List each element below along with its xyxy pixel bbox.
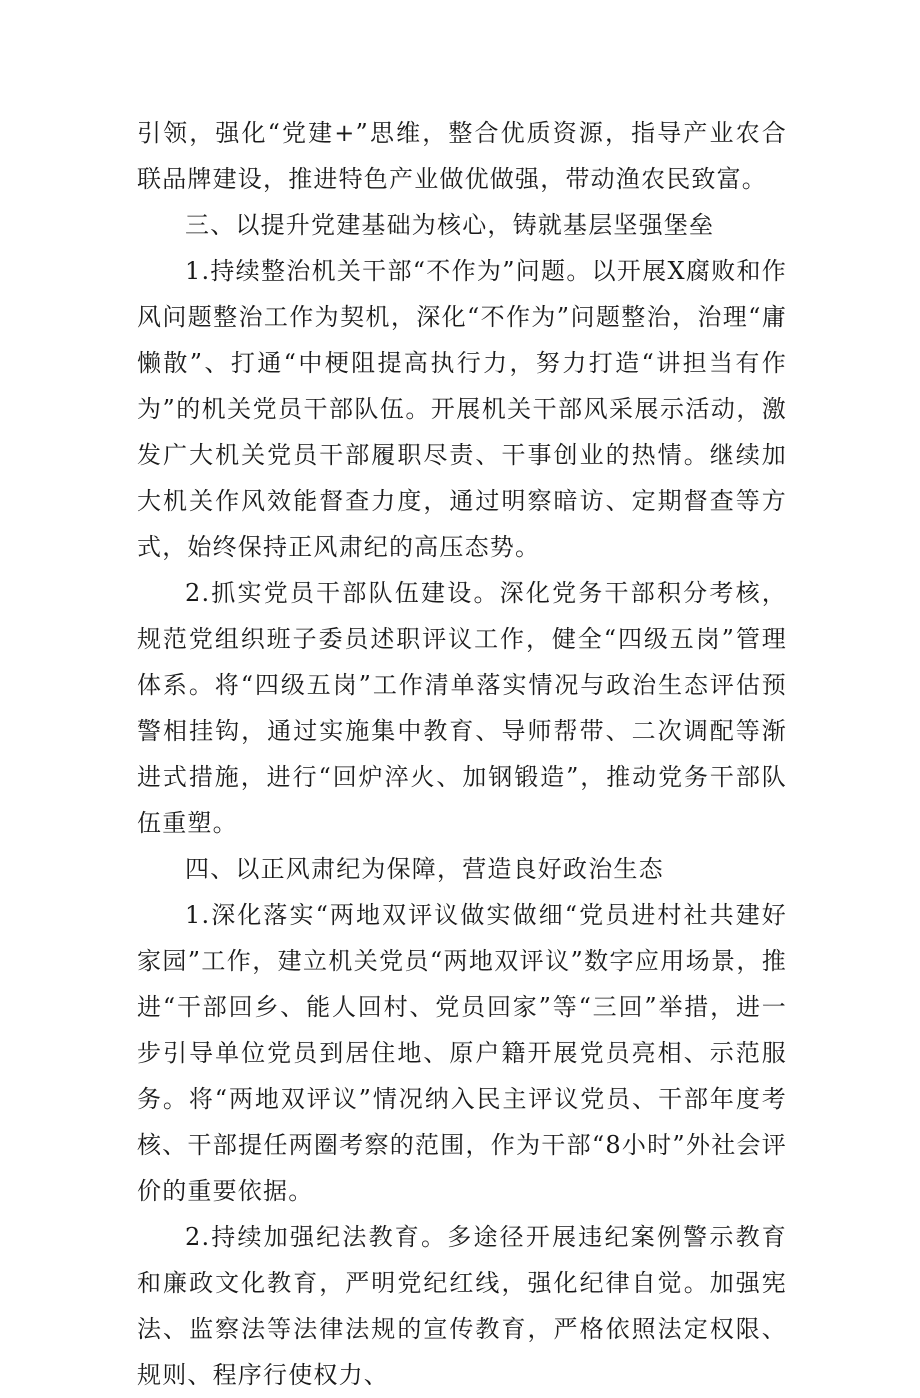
section-heading-three: 三、以提升党建基础为核心，铸就基层坚强堡垒 bbox=[185, 211, 715, 239]
paragraph-3-2: 2.抓实党员干部队伍建设。深化党务干部积分考核，规范党组织班子委员述职评议工作，健全“四级五岗”管理体系。将“四级五岗”工作清单落实情况与政治生态评估预警相挂钩，通过实施集中教育、导师帮带、二次调配等渐进式措施，进行“回炉淬火、加钢锻造”，推动党务干部队伍重塑。 bbox=[137, 579, 787, 837]
section-heading-four: 四、以正风肃纪为保障，营造良好政治生态 bbox=[185, 855, 664, 883]
paragraph-3-1: 1.持续整治机关干部“不作为”问题。以开展X腐败和作风问题整治工作为契机，深化“不作为”问题整治，治理“庸懒散”、打通“中梗阻提高执行力，努力打造“讲担当有作为”的机关党员干部队伍。开展机关干部风采展示活动，激发广大机关党员干部履职尽责、干事创业的热情。继续加大机关作风效能督查力度，通过明察暗访、定期督查等方式，始终保持正风肃纪的高压态势。 bbox=[137, 257, 787, 561]
document-body bbox=[137, 110, 787, 1398]
paragraph-4-1: 1.深化落实“两地双评议做实做细“党员进村社共建好家园”工作，建立机关党员“两地双评议”数字应用场景，推进“干部回乡、能人回村、党员回家”等“三回”举措，进一步引导单位党员到居住地、原户籍开展党员亮相、示范服务。将“两地双评议”情况纳入民主评议党员、干部年度考核、干部提任两圈考察的范围，作为干部“8小时”外社会评价的重要依据。 bbox=[137, 901, 787, 1205]
paragraph-continuation: 引领，强化“党建+”思维，整合优质资源，指导产业农合联品牌建设，推进特色产业做优做强，带动渔农民致富。 bbox=[137, 119, 787, 193]
paragraph-4-2: 2.持续加强纪法教育。多途径开展违纪案例警示教育和廉政文化教育，严明党纪红线，强化纪律自觉。加强宪法、监察法等法律法规的宣传教育，严格依照法定权限、规则、程序行使权力、 bbox=[137, 1223, 787, 1389]
